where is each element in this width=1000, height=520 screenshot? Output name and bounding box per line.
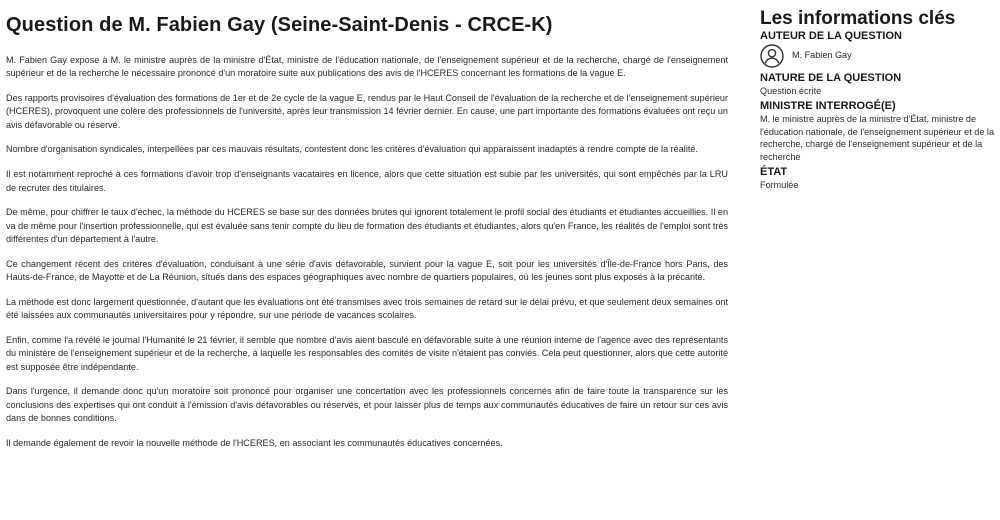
- question-paragraph: La méthode est donc largement questionnée, d'autant que les évaluations ont été transmises avec trois semaines de retard sur le délai prévu, et que seulement deux semaines ont été laissées aux communautés universitaires pour y répondre, sur une période de vacances scolaires.: [6, 296, 728, 321]
- question-paragraph: De même, pour chiffrer le taux d'échec, la méthode du HCERES se base sur des données brutes qui ignorent totalement le profil social des étudiants et étudiantes accueillies. Il en va de même pour l'insertion professionnelle, qui est évaluée sans tenir compte du lieu de formation des étudiants et étudiantes, alors qu'en France, les réalités de l'emploi sont très différentes d'un département à l'autre.: [6, 207, 728, 244]
- key-info-title: Les informations clés: [760, 8, 956, 29]
- question-paragraph: Nombre d'organisation syndicales, interpellées par ces mauvais résultats, contestent donc les critères d'évaluation qui apparaissent inadaptés à rendre compte de la réalité.: [6, 144, 698, 155]
- question-paragraph: M. Fabien Gay expose à M. le ministre auprès de la ministre d'État, ministre de l'éducation nationale, de l'enseignement supérieur et de la recherche, chargé de l'enseignement supérieur et de la recherche le nécessaire prononcé d'un moratoire suite aux publications des avis de l'HCERES concernant les formations de la vague E.: [6, 55, 728, 79]
- minister-label: MINISTRE INTERROGÉ(E): [760, 100, 896, 113]
- minister-value: M. le ministre auprès de la ministre d'État, ministre de l'éducation nationale, de l'enseignement supérieur et de la recherche, chargé de l'enseignement supérieur et de la recherche: [760, 114, 995, 162]
- page-title: Question de M. Fabien Gay (Seine-Saint-Denis - CRCE-K): [6, 14, 553, 36]
- author-label: AUTEUR DE LA QUESTION: [760, 30, 902, 42]
- question-main: [6, 14, 728, 462]
- nature-value: Question écrite: [760, 86, 822, 96]
- state-label: ÉTAT: [760, 166, 788, 179]
- question-paragraph: Il est notamment reproché à ces formations d'avoir trop d'enseignants vacataires en licence, alors que cette situation est subie par les universités, qui sont empêchés par la LRU de recruter des titulaires.: [6, 169, 728, 193]
- question-paragraph: Enfin, comme l'a révélé le journal l'Humanité le 21 février, il semble que nombre d'avis aient basculé en défavorable suite à une réunion interne de l'agence avec des représentants du ministère de l'enseignement supérieur et de la recherche, à laquelle les responsables des comités de visite n'étaient pas conviés. Cela peut questionner, alors que cette autorité est supposée être indépendante.: [6, 334, 728, 372]
- author-name[interactable]: M. Fabien Gay: [792, 49, 852, 60]
- question-paragraph: Ce changement récent des critères d'évaluation, conduisant à une série d'avis défavorable, survient pour la vague E, soit pour les universités d'Île-de-France hors Paris, des Hauts-de-France, de Mayotte et de La Réunion, situés dans des espaces géographiques avec nombre de quartiers populaires, où les jeunes sont plus exposés à la précarité.: [6, 258, 728, 283]
- nature-label: NATURE DE LA QUESTION: [760, 72, 902, 84]
- user-circle-icon: [760, 44, 784, 68]
- question-paragraph: Des rapports provisoires d'évaluation des formations de 1er et de 2e cycle de la vague E, rendus par le Haut Conseil de l'évaluation de la recherche et de l'enseignement supérieur (HCERES), provoquent une colère des professionnels de l'université, après leur transmission 14 février dernier. En cause, une part importante des formations évaluées ont reçu un avis défavorable ou réservé.: [6, 93, 728, 130]
- key-info-panel: [760, 9, 996, 193]
- question-body: [6, 54, 728, 450]
- question-paragraph: Il demande également de revoir la nouvelle méthode de l'HCERES, en associant les communautés éducatives concernées.: [6, 437, 503, 448]
- question-paragraph: Dans l'urgence, il demande donc qu'un moratoire soit prononcé pour organiser une concertation avec les professionnels concernés afin de faire toute la transparence sur les conclusions des expertises qui ont conduit à l'émission d'avis défavorables ou réservés, et pour laisser plus de temps aux communautés éducatives de faire un retour sur ces avis dans de bonnes conditions.: [6, 386, 728, 423]
- author-row[interactable]: [760, 44, 996, 68]
- state-value: Formulée: [760, 180, 799, 191]
